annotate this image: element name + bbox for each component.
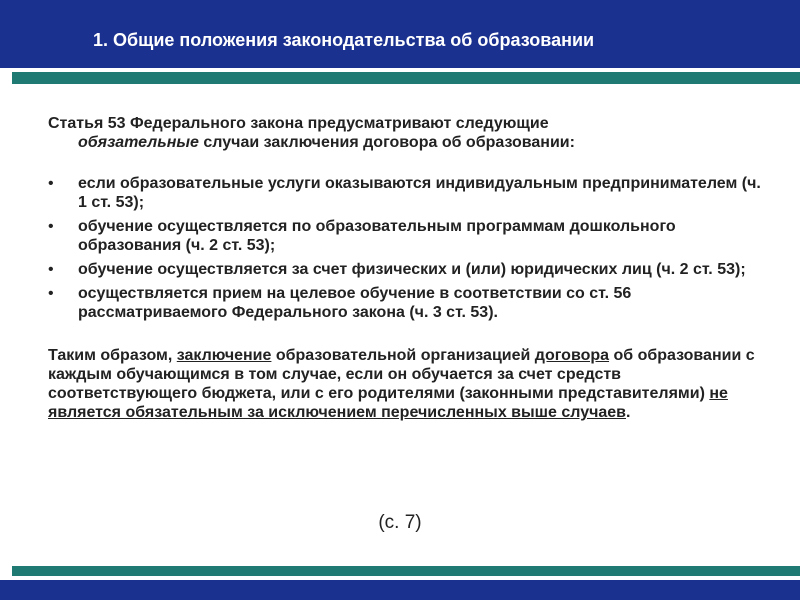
bullet-item	[48, 260, 768, 279]
title-bar	[0, 0, 800, 68]
footer-bar	[0, 580, 800, 600]
bullet-item	[48, 217, 768, 255]
intro-paragraph	[48, 114, 768, 152]
bullet-text: если образовательные услуги оказываются индивидуальным предпринимателем (ч. 1 ст. 53);	[78, 175, 761, 211]
page-reference: (с. 7)	[378, 512, 422, 533]
conclusion-paragraph	[48, 346, 768, 422]
bullet-dot-icon: •	[48, 261, 54, 278]
slide-content	[48, 114, 768, 422]
bullet-dot-icon: •	[48, 175, 54, 192]
bottom-divider	[12, 566, 800, 576]
intro-line-2	[48, 133, 768, 152]
bullet-text: обучение осуществляется по образовательным программам дошкольного образования (ч. 2 ст. 53);	[78, 218, 676, 254]
bullet-item	[48, 174, 768, 212]
bullet-list	[48, 174, 768, 322]
conclusion-text-1: Таким образом,	[48, 347, 177, 364]
slide-title: 1. Общие положения законодательства об образовании	[93, 30, 595, 50]
intro-emphasis: обязательные	[78, 134, 199, 151]
conclusion-underline-2: договора	[534, 347, 610, 364]
conclusion-text-4: .	[626, 404, 631, 421]
conclusion-underline-1: заключение	[176, 347, 272, 364]
top-divider	[12, 72, 800, 84]
bullet-text: осуществляется прием на целевое обучение в соответствии со ст. 56 рассматриваемого Федерального закона (ч. 3 ст. 53).	[78, 285, 632, 321]
conclusion-text-3: об образовании с каждым обучающимся в том случае, если он обучается за счет средств соответствующего бюджета, или с его родителями (законными представителями)	[48, 347, 755, 402]
conclusion-underline-3: не является обязательным за исключением перечисленных выше случаев	[48, 385, 728, 421]
bullet-text: обучение осуществляется за счет физических и (или) юридических лиц (ч. 2 ст. 53);	[78, 261, 746, 278]
intro-line-1: Статья 53 Федерального закона предусматривают следующие	[48, 115, 549, 132]
bullet-item	[48, 284, 768, 322]
bullet-dot-icon: •	[48, 285, 54, 302]
bullet-dot-icon: •	[48, 218, 54, 235]
conclusion-text-2: образовательной организацией	[271, 347, 535, 364]
intro-line-2-rest: случаи заключения договора об образовании:	[198, 134, 575, 151]
